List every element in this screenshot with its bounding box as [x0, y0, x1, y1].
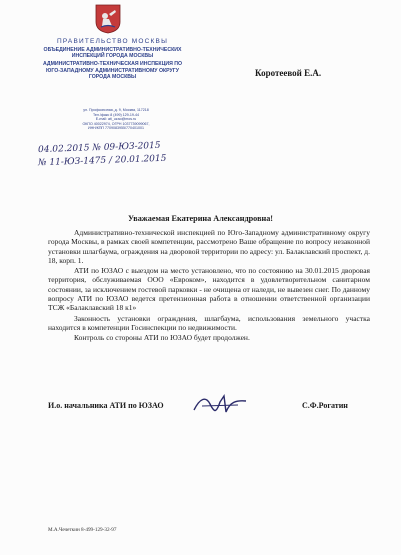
handwritten-signature-icon	[190, 392, 250, 418]
email-line: E-mail: ati_uzao@mos.ru	[95, 117, 137, 122]
salutation: Уважаемая Екатерина Александровна!	[127, 214, 274, 223]
handwritten-reference-number: № 11-ЮЗ-1475 / 20.01.2015	[37, 153, 167, 169]
organization-short-name: ОБЪЕДИНЕНИЕ АДМИНИСТРАТИВНО-ТЕХНИЧЕСКИХ ИНСПЕКЦИЙ ГОРОДА МОСКВЫ	[43, 47, 182, 60]
letterhead-block	[40, 38, 185, 80]
signatory-name: С.Ф.Рогатин	[302, 401, 348, 410]
address-line: ул. Профсоюзная, д. 9, Москва, 117218	[83, 108, 149, 112]
body-paragraph: Административно-технической инспекцией по Юго-Западному административному округу города Москвы, в рамках своей компетенции, рассмотрено Ваше обращение по вопросу незаконной установки шлагбаума, ограждения на дворовой территории по адресу: ул. Балаклавский проспект, д. 18, корп. 1.	[48, 228, 370, 265]
body-paragraph: Законность установки ограждения, шлагбаума, использования земельного участка находится в компетенции Госинспекции по недвижимости.	[48, 313, 370, 332]
tax-id-line: ИНН/КПП 7709083955/770401001	[87, 126, 144, 131]
body-paragraph: АТИ по ЮЗАО с выездом на место установлено, что по состоянию на 30.01.2015 дворовая территория, обслуживаемая ООО «Евроком», находится в удовлетворительном санитарном состоянии, за исключением гостевой парковки - не очищена от наледи, не вывезен снег. По данному вопросу АТИ по ЮЗАО ведется претензионная работа в отношении ответственной организации ТСЖ «Балаклавский 18 к1»	[48, 266, 370, 313]
government-name: ПРАВИТЕЛЬСТВО МОСКВЫ	[56, 38, 169, 45]
signatory-title: И.о. начальника АТИ по ЮЗАО	[48, 401, 164, 410]
letter-body	[48, 228, 370, 344]
organization-full-name: АДМИНИСТРАТИВНО-ТЕХНИЧЕСКАЯ ИНСПЕКЦИЯ ПО ЮГО-ЗАПАДНОМУ АДМИНИСТРАТИВНОМУ ОКРУГУ ГОРОДА МОСКВЫ	[42, 61, 183, 80]
phone-line: Тел./факс 8 (499) 129-19-44	[92, 112, 140, 117]
recipient-name: Коротеевой Е.А.	[255, 68, 322, 78]
handwritten-outgoing-number: 04.02.2015 № 09-ЮЗ-2015	[37, 140, 161, 156]
letterhead-address	[46, 108, 186, 131]
registration-line: ОКПО 40022974, ОГРН 1037739099067,	[82, 121, 150, 126]
body-paragraph: Контроль со стороны АТИ по ЮЗАО будет продолжен.	[74, 333, 250, 343]
executor-contact: М.А.Чечеткин 8-499-129-32-97	[48, 527, 117, 533]
moscow-coat-of-arms-icon	[95, 4, 121, 34]
